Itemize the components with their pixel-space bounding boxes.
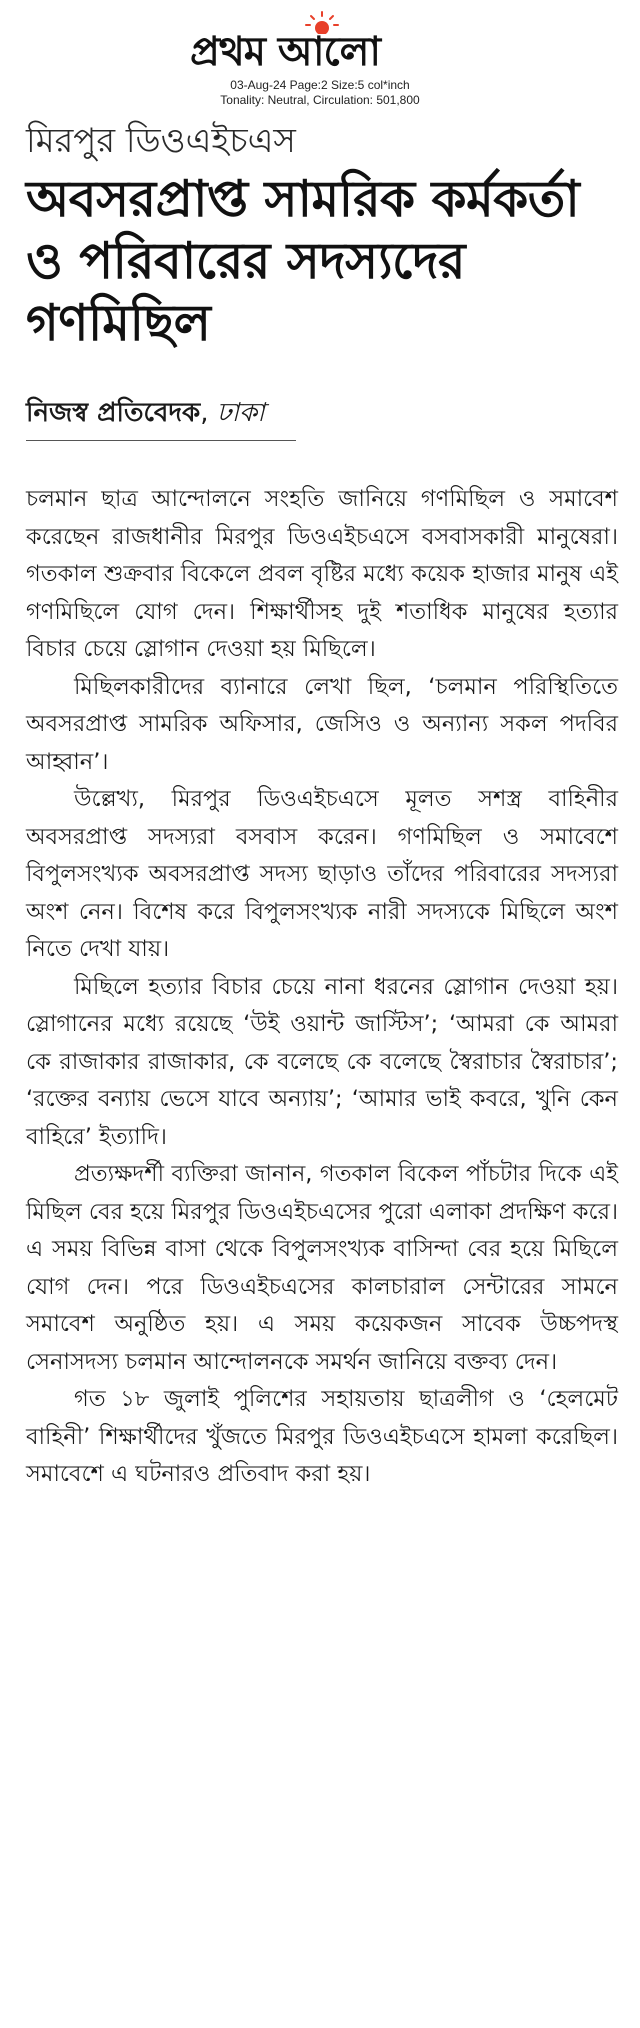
article-paragraph: গত ১৮ জুলাই পুলিশের সহায়তায় ছাত্রলীগ ও ‘হেলমেট বাহিনী’ শিক্ষার্থীদের খুঁজতে মিরপুর ডিওএইচএসে হামলা করেছিল। সমাবেশে এ ঘটনারও প্রতিবাদ করা হয়।	[26, 1386, 618, 1487]
masthead	[0, 0, 640, 120]
article-paragraph: মিছিলকারীদের ব্যানারে লেখা ছিল, ‘চলমান পরিস্থিতিতে অবসরপ্রাপ্ত সামরিক অফিসার, জেসিও ও অন্যান্য সকল পদবির আহ্বান’।	[26, 673, 618, 775]
byline-separator: ,	[200, 398, 217, 428]
clip-tonality-line: Tonality: Neutral, Circulation: 501,800	[220, 93, 420, 107]
article-kicker: মিরপুর ডিওএইচএস	[26, 121, 296, 161]
article-paragraph: উল্লেখ্য, মিরপুর ডিওএইচএসে মূলত সশস্ত্র বাহিনীর অবসরপ্রাপ্ত সদস্যরা বসবাস করেন। গণমিছিল ও সমাবেশে বিপুলসংখ্যক অবসরপ্রাপ্ত সদস্য ছাড়াও তাঁদের পরিবারের সদস্যরা অংশ নেন। বিশেষ করে বিপুলসংখ্যক নারী সদস্যকে মিছিলে অংশ নিতে দেখা যায়।	[26, 786, 618, 962]
byline	[26, 396, 296, 441]
byline-reporter: নিজস্ব প্রতিবেদক	[26, 398, 201, 428]
logo-text: প্রথম আলো	[190, 29, 381, 75]
article-paragraph: চলমান ছাত্র আন্দোলনে সংহতি জানিয়ে গণমিছিল ও সমাবেশ করেছেন রাজধানীর মিরপুর ডিওএইচএসে বসবাসকারী মানুষেরা। গতকাল শুক্রবার বিকেলে প্রবল বৃষ্টির মধ্যে কয়েক হাজার মানুষ এই গণমিছিলে যোগ দেন। শিক্ষার্থীসহ দুই শতাধিক মানুষের হত্যার বিচার চেয়ে স্লোগান দেওয়া হয় মিছিলে।	[26, 486, 618, 662]
article	[26, 118, 618, 1494]
article-body	[26, 481, 618, 1494]
byline-location: ঢাকা	[216, 398, 265, 428]
article-paragraph: মিছিলে হত্যার বিচার চেয়ে নানা ধরনের স্লোগান দেওয়া হয়। স্লোগানের মধ্যে রয়েছে ‘উই ওয়ান্ট জাস্টিস’; ‘আমরা কে আমরা কে রাজাকার রাজাকার, কে বলেছে কে বলেছে স্বৈরাচার স্বৈরাচার’; ‘রক্তের বন্যায় ভেসে যাবে অন্যায়’; ‘আমার ভাই কবরে, খুনি কেন বাহিরে’ ইত্যাদি।	[26, 973, 618, 1150]
clip-date-line: 03-Aug-24 Page:2 Size:5 col*inch	[230, 78, 410, 92]
clipping-metadata	[0, 78, 640, 108]
article-paragraph: প্রত্যক্ষদর্শী ব্যক্তিরা জানান, গতকাল বিকেল পাঁচটার দিকে এই মিছিল বের হয়ে মিরপুর ডিওএইচএসের পুরো এলাকা প্রদক্ষিণ করে। এ সময় বিভিন্ন বাসা থেকে বিপুলসংখ্যক বাসিন্দা বের হয়ে মিছিলে যোগ দেন। পরে ডিওএইচএসের কালচারাল সেন্টারের সামনে সমাবেশ অনুষ্ঠিত হয়। এ সময় কয়েকজন সাবেক উচ্চপদস্থ সেনাসদস্য চলমান আন্দোলনকে সমর্থন জানিয়ে বক্তব্য দেন।	[26, 1161, 618, 1375]
article-headline: অবসরপ্রাপ্ত সামরিক কর্মকর্তা ও পরিবারের সদস্যদের গণমিছিল	[26, 170, 580, 352]
newspaper-logo	[190, 12, 460, 75]
